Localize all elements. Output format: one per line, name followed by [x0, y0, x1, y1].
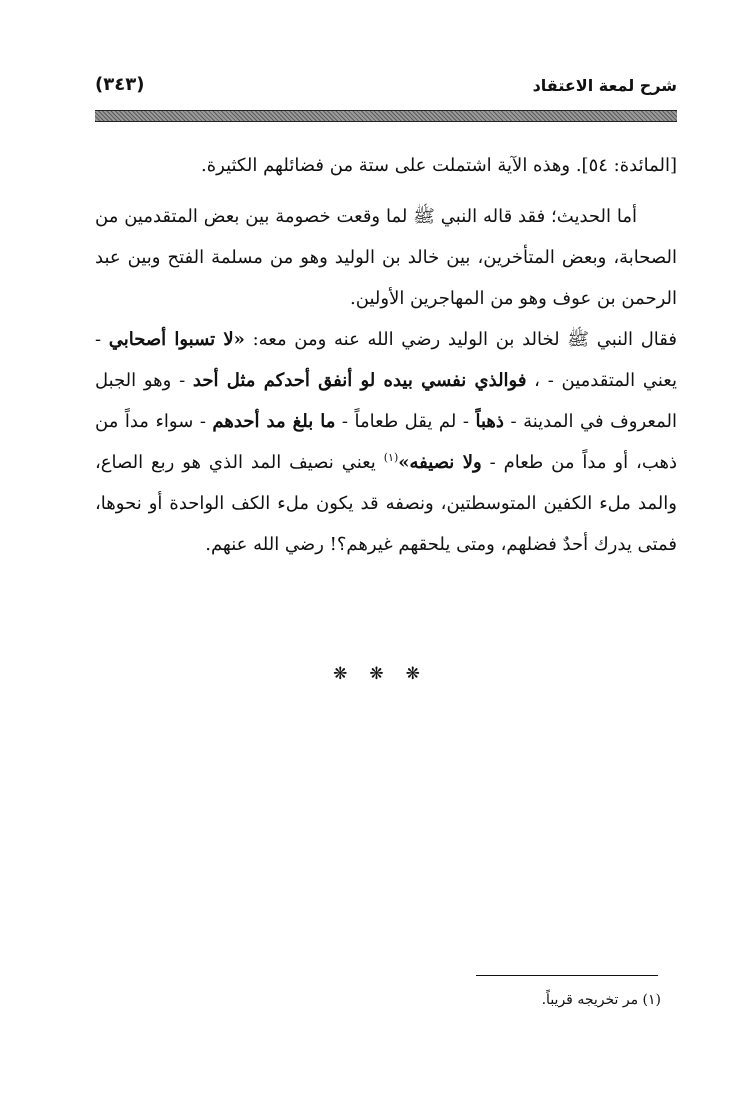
footnote: (١) مر تخريجه قريباً.	[541, 992, 661, 1008]
hadith-text-5: ولا نصيفه»	[398, 452, 482, 473]
hadith-gloss-2: - وهو الجبل المعروف في المدينة -	[95, 370, 677, 432]
hadith-text-1: «لا تسبوا أصحابي	[108, 329, 245, 350]
hadith-gloss-1: - يعني المتقدمين - ،	[95, 329, 678, 391]
main-text	[95, 145, 677, 565]
intro-paragraph: [المائدة: ٥٤]. وهذه الآية اشتملت على ستة من فضائلهم الكثيرة.	[200, 155, 677, 176]
running-title: شرح لمعة الاعتقاد	[532, 76, 677, 95]
paragraph-hadith	[95, 319, 677, 565]
page-number: (٣٤٣)	[95, 74, 145, 95]
star-ornament: ❋	[333, 664, 348, 684]
hadith-text-4: ما بلغ مد أحدهم	[212, 411, 336, 432]
section-separator	[0, 664, 753, 684]
header-rule	[95, 110, 677, 122]
page-header	[95, 72, 677, 102]
hadith-gloss-4: - سواء مداً من ذهب، أو مداً من طعام -	[95, 411, 678, 473]
hadith-lead: فقال النبي ﷺ لخالد بن الوليد رضي الله عنه ومن معه:	[244, 329, 678, 350]
star-ornament: ❋	[369, 664, 384, 684]
star-ornament: ❋	[405, 664, 420, 684]
footnote-rule	[476, 975, 658, 976]
hadith-explanation: يعني نصيف المد الذي هو ربع الصاع، والمد ملء الكفين المتوسطتين، ونصفه قد يكون ملء الكف الواحدة أو نحوها، فمتى يدرك أحدٌ فضلهم، ومتى يلحقهم غيرهم؟! رضي الله عنهم.	[95, 452, 677, 555]
hadith-text-2: فوالذي نفسي بيده لو أنفق أحدكم مثل أحد	[192, 370, 527, 391]
footnote-marker: (١)	[383, 451, 399, 464]
paragraph-hadith-context: أما الحديث؛ فقد قاله النبي ﷺ لما وقعت خصومة بين بعض المتقدمين من الصحابة، وبعض المتأخرين، بين خالد بن الوليد وهو من مسلمة الفتح وبين عبد الرحمن بن عوف وهو من المهاجرين الأولين.	[95, 206, 677, 309]
hadith-gloss-3: - لم يقل طعاماً -	[335, 411, 476, 432]
hadith-text-3: ذهباً	[475, 411, 504, 432]
